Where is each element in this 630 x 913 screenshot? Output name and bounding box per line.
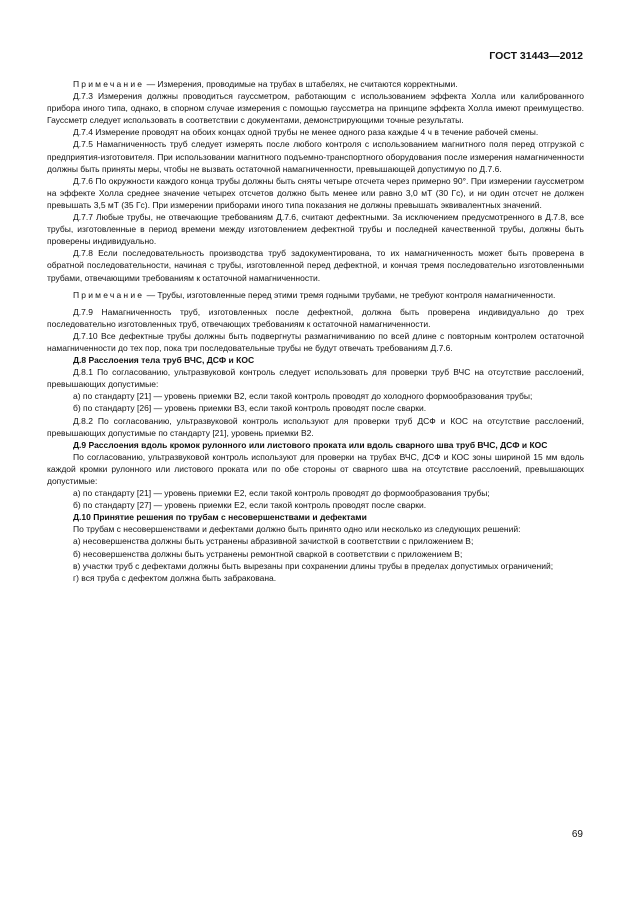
document-code: ГОСТ 31443—2012: [489, 50, 583, 62]
section-heading-d9: Д.9 Расслоения вдоль кромок рулонного или листового проката или вдоль сварного шва труб ВЧС, ДСФ и КОС: [73, 439, 548, 450]
note-paragraph: [47, 78, 584, 90]
note-paragraph: [47, 289, 584, 301]
paragraph-d10: По трубам с несовершенствами и дефектами должно быть принято одно или несколько из следующих решений:: [73, 524, 521, 535]
paragraph-d7-9: Д.7.9 Намагниченность труб, изготовленных после дефектной, должна быть проверена индивидуально до трех последовательно изготовленных труб, отвечающих требованиям к остаточной намагниченности.: [47, 306, 584, 329]
list-item-d10-d: г) вся труба с дефектом должна быть забракована.: [73, 572, 277, 583]
document-body: [47, 78, 584, 584]
list-item-d10-c: в) участки труб с дефектами должны быть вырезаны при сохранении длины трубы в пределах допустимых ограничений;: [73, 560, 554, 571]
paragraph-d8-1: Д.8.1 По согласованию, ультразвуковой контроль следует использовать для проверки труб ВЧС на отсутствие расслоений, превышающих допустимые:: [47, 367, 584, 390]
note-text: — Трубы, изготовленные перед этими тремя годными трубами, не требуют контроля намагниченности.: [144, 289, 556, 300]
list-item-d9-b: б) по стандарту [27] — уровень приемки Е2, если такой контроль проводят после сварки.: [73, 500, 427, 511]
list-item-d10-b: б) несовершенства должны быть устранены ремонтной сваркой в соответствии с приложением В;: [73, 548, 463, 559]
note-text: — Измерения, проводимые на трубах в штабелях, не считаются корректными.: [144, 79, 458, 89]
paragraph-d7-4: Д.7.4 Измерение проводят на обоих концах одной трубы не менее одного раза каждые 4 ч в течение рабочей смены.: [73, 127, 539, 138]
paragraph-d7-5: Д.7.5 Намагниченность труб следует измерять после любого контроля с использованием магнитного поля перед отгрузкой с предприятия-изготовителя. При использовании магнитного подъемно-транспортного оборудования после измерения намагниченности должны быть приняты меры, чтобы не вызвать остаточной намагниченности, превышающей допустимую по Д.7.6.: [47, 139, 584, 174]
section-heading-d8: Д.8 Расслоения тела труб ВЧС, ДСФ и КОС: [73, 355, 255, 366]
list-item-d8-1-a: а) по стандарту [21] — уровень приемки В2, если такой контроль проводят до холодного формообразования трубы;: [73, 391, 533, 402]
note-label: Примечание: [73, 79, 145, 89]
list-item-d9-a: а) по стандарту [21] — уровень приемки Е2, если такой контроль проводят до формообразования трубы;: [73, 488, 490, 499]
paragraph-d8-2: Д.8.2 По согласованию, ультразвуковой контроль используют для проверки труб ДСФ и КОС на отсутствие расслоений, превышающих допустимые по стандарту [21], уровень приемки В2.: [47, 415, 584, 438]
paragraph-d7-7: Д.7.7 Любые трубы, не отвечающие требованиям Д.7.6, считают дефектными. За исключением предусмотренного в Д.7.8, все трубы, изготовленные в период времени между изготовлением дефектной трубы и последней качественной трубы, должны быть проверены индивидуально.: [47, 212, 584, 247]
note-label: Примечание: [73, 289, 145, 300]
paragraph-d7-8: Д.7.8 Если последовательность производства труб задокументирована, то их намагниченность может быть проверена в обратной последовательности, начиная с трубы, изготовленной перед дефектной, и кончая тремя последовательно изготовленными трубами, отвечающими требованиям к остаточной намагниченности.: [47, 248, 584, 283]
list-item-d8-1-b: б) по стандарту [26] — уровень приемки В3, если такой контроль проводят после сварки.: [73, 403, 427, 414]
section-heading-d10: Д.10 Принятие решения по трубам с несовершенствами и дефектами: [73, 512, 367, 523]
paragraph-d7-10: Д.7.10 Все дефектные трубы должны быть подвергнуты размагничиванию по всей длине с повторным контролем остаточной намагниченности до тех пор, пока три последовательные трубы не будут отвечать требованиям Д.7.6.: [47, 330, 584, 353]
page-number: 69: [571, 829, 583, 840]
paragraph-d9: По согласованию, ультразвуковой контроль используют для проверки на трубах ВЧС, ДСФ и КОС зоны шириной 15 мм вдоль каждой кромки рулонного или листового проката или по обе стороны от сварного шва на отсутствие расслоений, превышающих допустимые:: [47, 451, 584, 486]
paragraph-d7-3: Д.7.3 Измерения должны проводиться гауссметром, работающим с использованием эффекта Холла или калиброванного прибора иного типа, однако, в спорном случае измерения с помощью гауссметра на принципе эффекта Холла имеют преимущество. Гауссметр следует использовать в соответствии с документами, демонстрирующими точные результаты.: [47, 91, 584, 126]
list-item-d10-a: а) несовершенства должны быть устранены абразивной зачисткой в соответствии с приложением В;: [73, 536, 474, 547]
paragraph-d7-6: Д.7.6 По окружности каждого конца трубы должны быть сняты четыре отсчета через примерно 90°. При измерении гауссметром на эффекте Холла среднее значение четырех отсчетов должно быть менее или равно 3,0 мТ (30 Гс), и ни один отсчет не должен превышать 3,5 мТ (35 Гс). При измерении приборами иного типа показания не должны превышать эквивалентных значений.: [47, 175, 584, 210]
